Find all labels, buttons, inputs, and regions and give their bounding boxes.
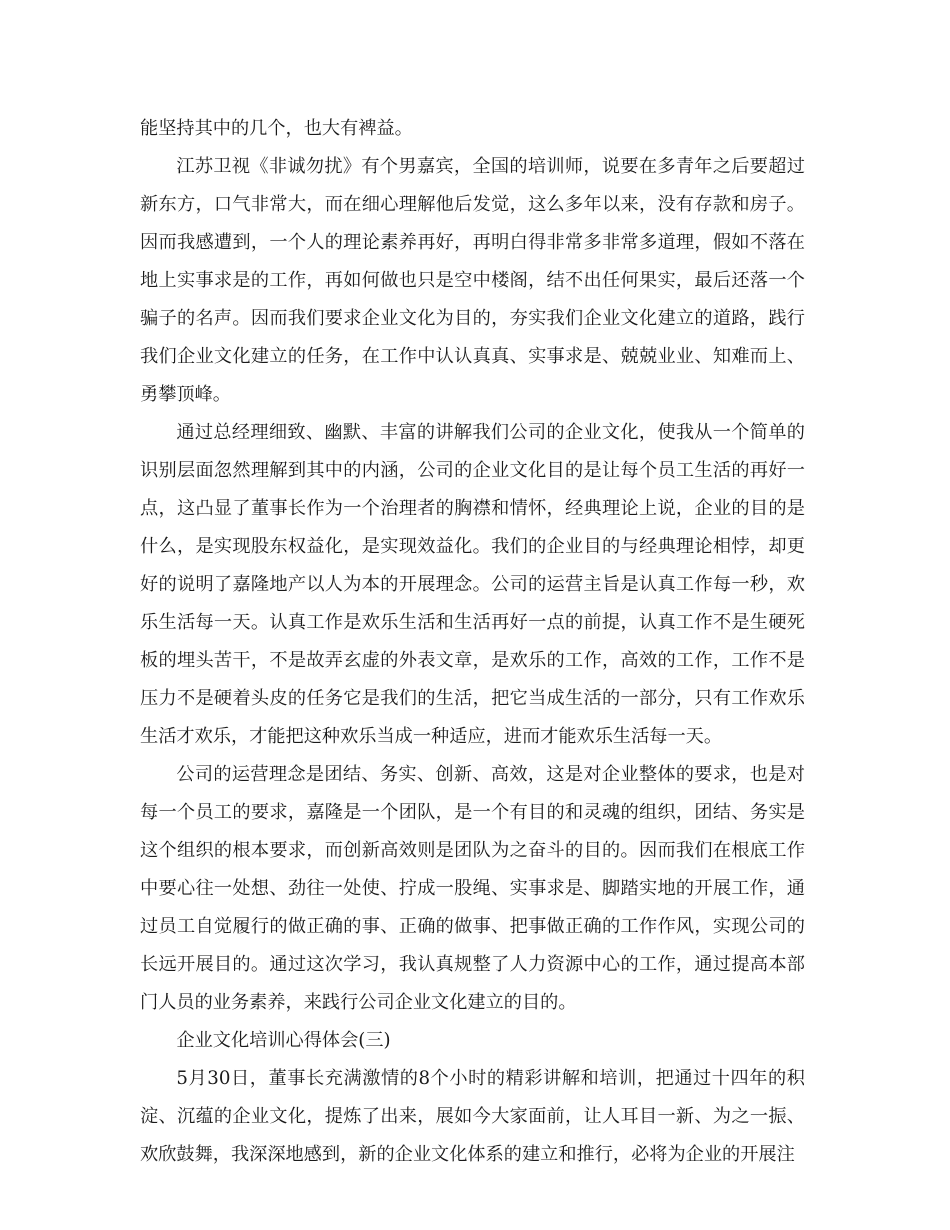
paragraph-may-30-training: 5月30日，董事长充满激情的8个小时的精彩讲解和培训，把通过十四年的积淀、沉蕴的企业文化，提炼了出来，展如今大家面前，让人耳目一新、为之一振、欢欣鼓舞，我深深地感到，新的企业文化体系的建立和推行，必将为企业的开展注 [140, 1068, 805, 1165]
paragraph-feichengwurao: 江苏卫视《非诚勿扰》有个男嘉宾，全国的培训师，说要在多青年之后要超过新东方，口气非常大，而在细心理解他后发觉，这么多年以来，没有存款和房子。因而我感遭到，一个人的理论素养再好，再明白得非常多非常多道理，假如不落在地上实事求是的工作，再如何做也只是空中楼阁，结不出任何果实，最后还落一个骗子的名声。因而我们要求企业文化为目的，夯实我们企业文化建立的道路，践行我们企业文化建立的任务，在工作中认认真真、实事求是、兢兢业业、知难而上、勇攀顶峰。 [140, 156, 805, 405]
document-body [140, 110, 805, 1174]
section-heading: 企业文化培训心得体会(三) [176, 1030, 391, 1051]
paragraph-continuation: 能坚持其中的几个，也大有裨益。 [140, 118, 413, 139]
paragraph-general-manager-lecture: 通过总经理细致、幽默、丰富的讲解我们公司的企业文化，使我从一个简单的识别层面忽然理解到其中的内涵，公司的企业文化目的是让每个员工生活的再好一点，这凸显了董事长作为一个治理者的胸襟和情怀，经典理论上说，企业的目的是什么，是实现股东权益化，是实现效益化。我们的企业目的与经典理论相悖，却更好的说明了嘉隆地产以人为本的开展理念。公司的运营主旨是认真工作每一秒，欢乐生活每一天。认真工作是欢乐生活和生活再好一点的前提，认真工作不是生硬死板的埋头苦干，不是故弄玄虚的外表文章，是欢乐的工作，高效的工作，工作不是压力不是硬着头皮的任务它是我们的生活，把它当成生活的一部分，只有工作欢乐生活才欢乐，才能把这种欢乐当成一种适应，进而才能欢乐生活每一天。 [140, 422, 805, 747]
paragraph-operating-philosophy: 公司的运营理念是团结、务实、创新、高效，这是对企业整体的要求，也是对每一个员工的要求，嘉隆是一个团队，是一个有目的和灵魂的组织，团结、务实是这个组织的根本要求，而创新高效则是团队为之奋斗的目的。因而我们在根底工作中要心往一处想、劲往一处使、拧成一股绳、实事求是、脚踏实地的开展工作，通过员工自觉履行的做正确的事、正确的做事、把事做正确的工作作风，实现公司的长远开展目的。通过这次学习，我认真规整了人力资源中心的工作，通过提高本部门人员的业务素养，来践行公司企业文化建立的目的。 [140, 764, 805, 1013]
